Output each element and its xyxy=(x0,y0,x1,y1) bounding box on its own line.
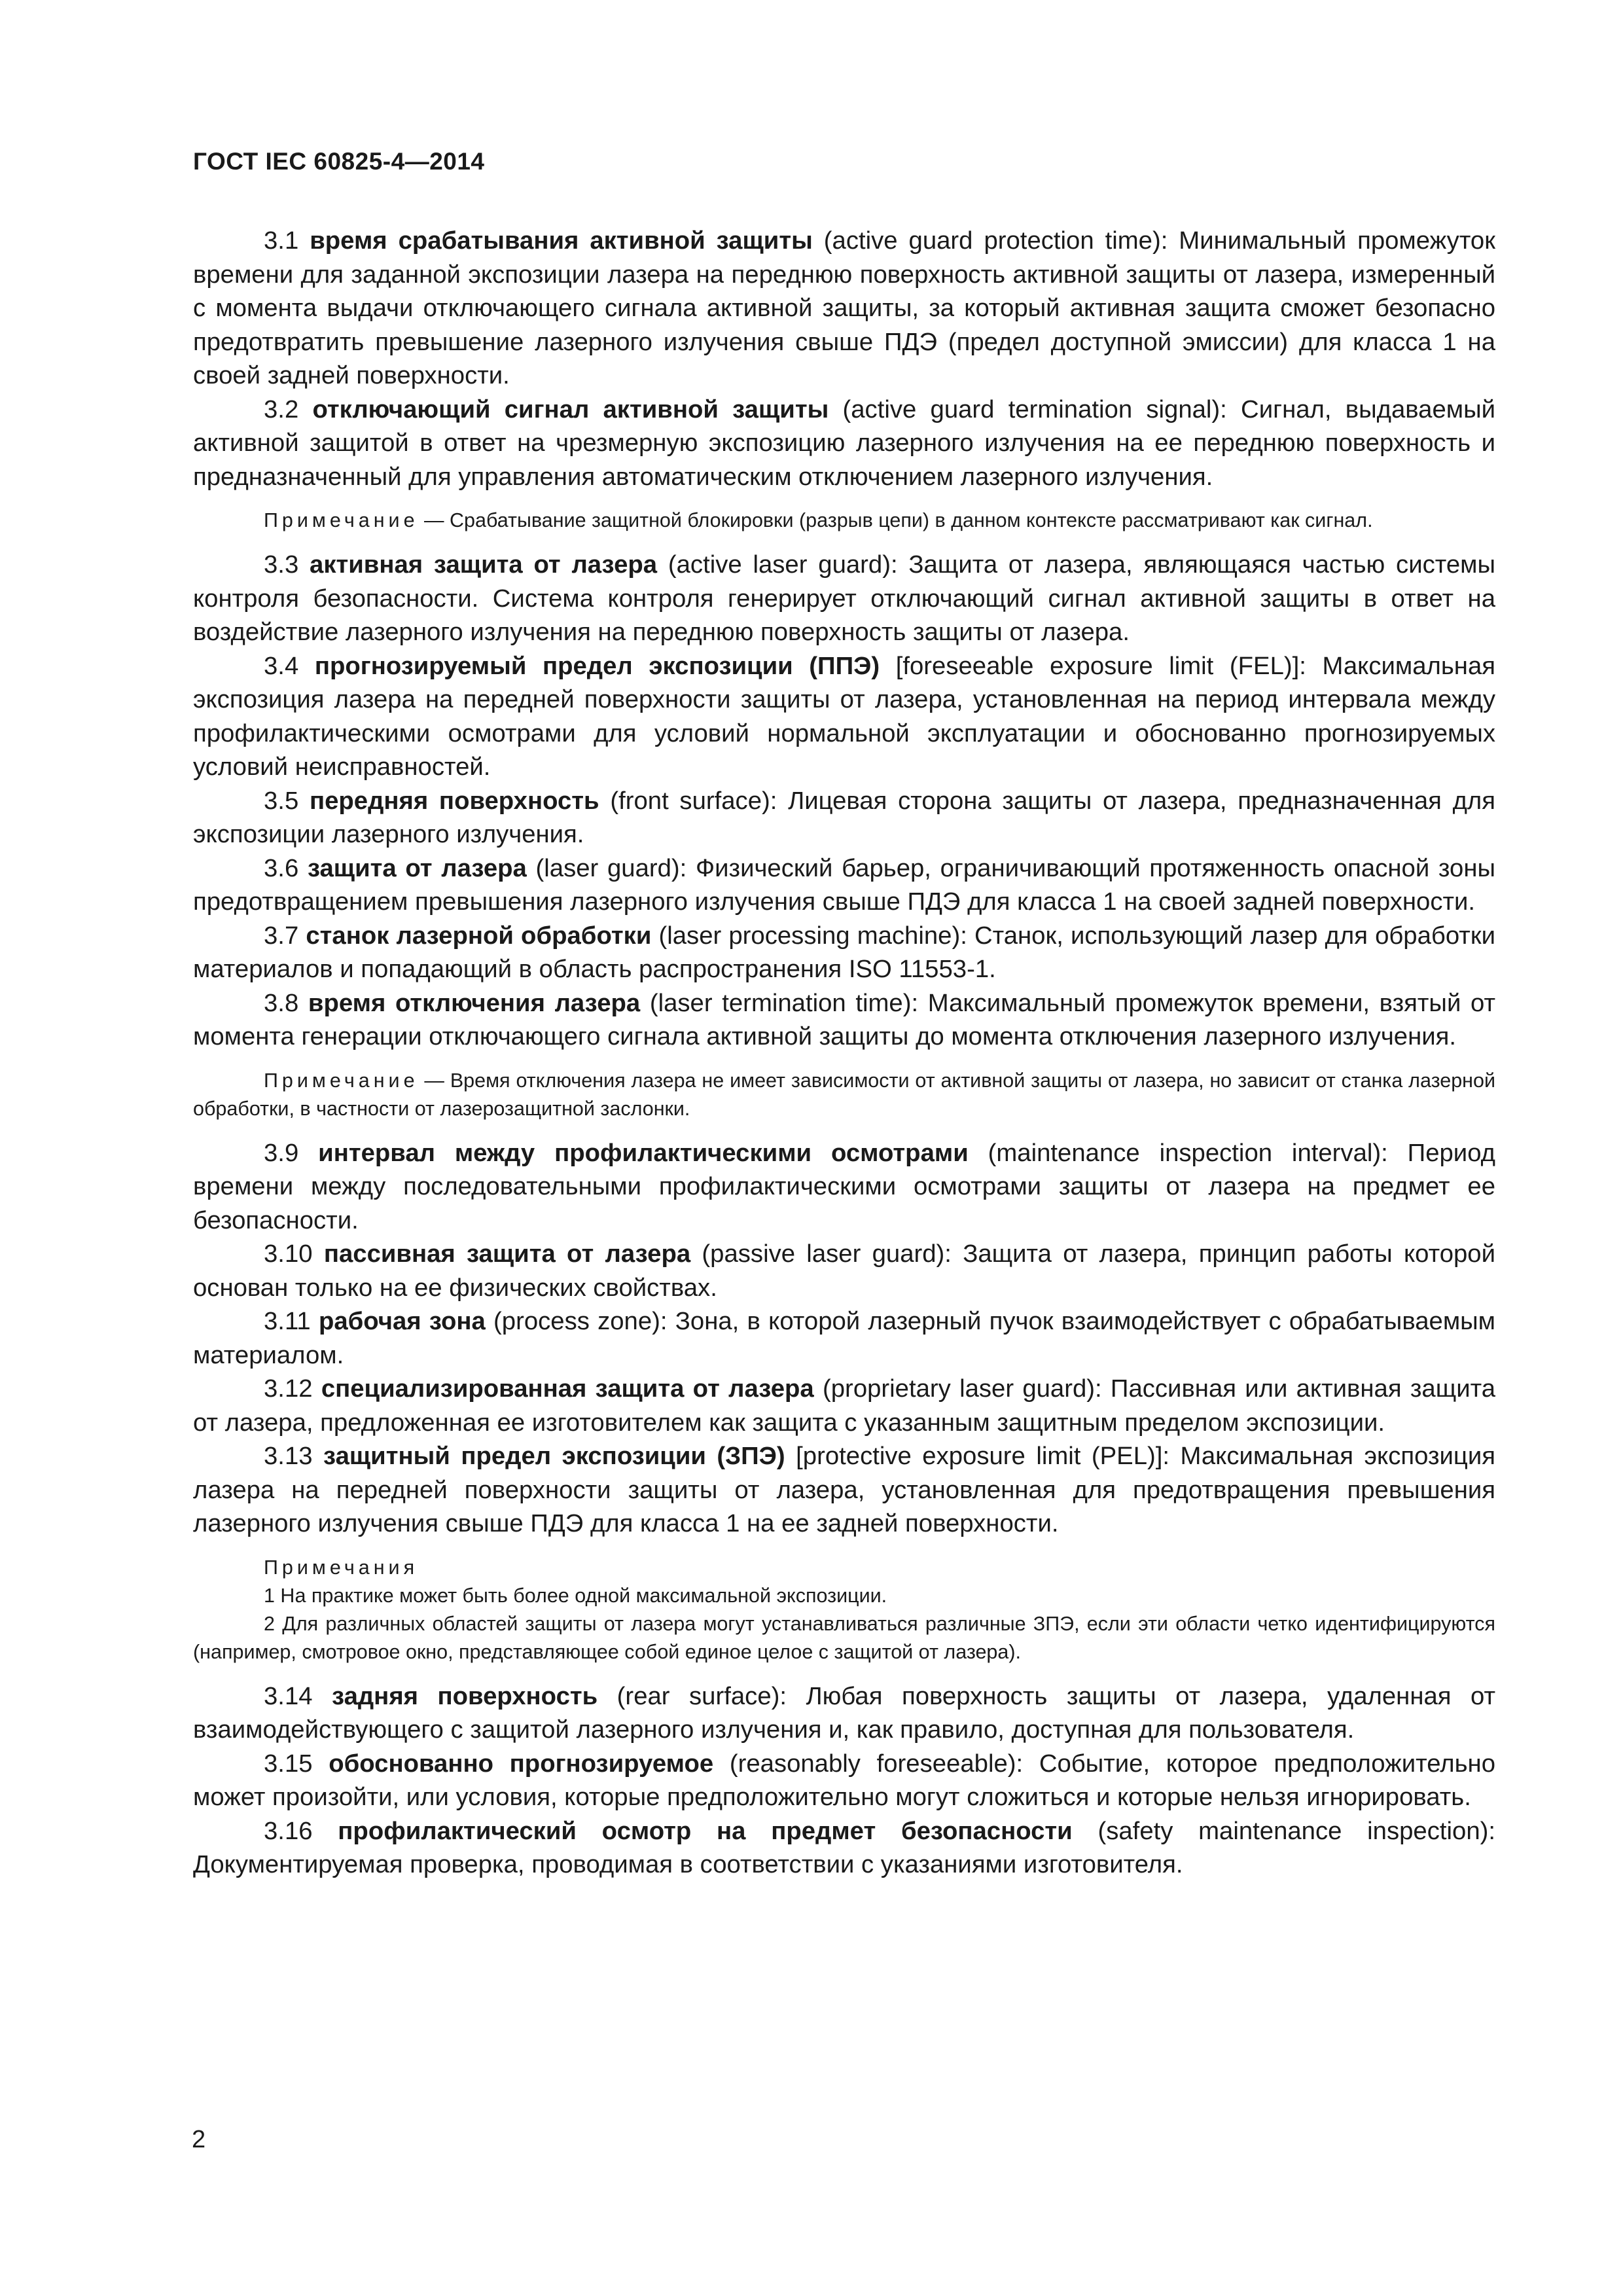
term-definition: (laser termination time): Максимальный промежуток времени, взятый от момента генерации отключающего сигнала активной защиты до момента отключения лазерного излучения. xyxy=(193,988,1495,1050)
term-definition: (laser guard): Физический барьер, ограничивающий протяженность опасной зоны предотвращением превышения лазерного излучения свыше ПДЭ для класса 1 на своей задней поверхности. xyxy=(193,853,1495,916)
note-3 xyxy=(193,1554,1495,1666)
term-definition: (passive laser guard): Защита от лазера, принцип работы которой основан только на ее физических свойствах. xyxy=(193,1240,1496,1302)
term-number: 3.11 xyxy=(264,1307,311,1335)
term-definition: (active guard protection time): Минимальный промежуток времени для заданной экспозиции лазера на переднюю поверхность активной защиты от лазера, измеренный с момента выдачи отключающего сигнала активной защиты, за который активная защита сможет безопасно предотвратить превышение лазерного излучения свыше ПДЭ (предел доступной эмиссии) для класса 1 на своей задней поверхности. xyxy=(193,226,1495,389)
term-name: станок лазерной обработки xyxy=(306,921,652,950)
term-definition: (active laser guard): Защита от лазера, являющаяся частью системы контроля безопасности. Система контроля генерирует отключающий сигнал активной защиты в ответ на воздействие лазерного излучения на переднюю поверхность защиты от лазера. xyxy=(193,550,1496,646)
term-3-6 xyxy=(193,852,1495,919)
term-name: защитный предел экспозиции (ЗПЭ) xyxy=(323,1442,785,1470)
term-name: интервал между профилактическими осмотрами xyxy=(318,1138,969,1167)
note-label: Примечание xyxy=(264,509,419,531)
note-item: 2 Для различных областей защиты от лазера могут устанавливаться различные ЗПЭ, если эти области четко идентифицируются (например, смотровое окно, представляющее собой единое целое с защитой от лазера). xyxy=(193,1612,1495,1663)
term-3-2 xyxy=(193,393,1495,494)
term-number: 3.8 xyxy=(264,988,299,1017)
term-name: задняя поверхность xyxy=(332,1681,598,1710)
term-definition: (safety maintenance inspection): Документируемая проверка, проводимая в соответствии с указаниями изготовителя. xyxy=(193,1816,1496,1878)
term-definition: (proprietary laser guard): Пассивная или активная защита от лазера, предложенная ее изготовителем как защита с указанным защитным пределом экспозиции. xyxy=(193,1374,1496,1437)
term-definition: (maintenance inspection interval): Период времени между последовательными профилактическими осмотрами защиты от лазера на предмет ее безопасности. xyxy=(193,1138,1496,1234)
note-2 xyxy=(193,1067,1495,1123)
term-definition: (rear surface): Любая поверхность защиты от лазера, удаленная от взаимодействующего с защитой лазерного излучения и, как правило, доступная для пользователя. xyxy=(193,1681,1496,1744)
term-number: 3.2 xyxy=(264,395,299,423)
term-number: 3.10 xyxy=(264,1240,313,1268)
term-3-14 xyxy=(193,1679,1495,1747)
term-name: специализированная защита от лазера xyxy=(321,1374,814,1403)
term-name: защита от лазера xyxy=(307,853,527,882)
term-number: 3.4 xyxy=(264,651,299,680)
term-name: обоснованно прогнозируемое xyxy=(329,1749,714,1778)
term-3-7 xyxy=(193,919,1495,986)
term-3-13 xyxy=(193,1439,1495,1541)
term-definition: (reasonably foreseeable): Событие, которое предположительно может произойти, или условия, которые предположительно могут сложиться и которые нельзя игнорировать. xyxy=(193,1749,1496,1811)
term-number: 3.15 xyxy=(264,1749,313,1778)
term-3-8 xyxy=(193,986,1495,1054)
document-body xyxy=(193,224,1495,1882)
note-1 xyxy=(193,507,1495,535)
term-name: передняя поверхность xyxy=(309,786,599,815)
note-text: — Время отключения лазера не имеет зависимости от активной защиты от лазера, но зависит от станка лазерной обработки, в частности от лазерозащитной заслонки. xyxy=(193,1069,1495,1120)
term-3-10 xyxy=(193,1237,1495,1304)
term-name: рабочая зона xyxy=(318,1307,486,1335)
term-name: прогнозируемый предел экспозиции (ППЭ) xyxy=(314,651,880,680)
term-name: отключающий сигнал активной защиты xyxy=(312,395,829,423)
term-number: 3.9 xyxy=(264,1138,299,1167)
term-number: 3.13 xyxy=(264,1442,313,1470)
term-3-12 xyxy=(193,1372,1495,1439)
term-name: пассивная защита от лазера xyxy=(323,1240,691,1268)
note-label: Примечания xyxy=(264,1556,419,1579)
term-3-4 xyxy=(193,649,1495,784)
page-number: 2 xyxy=(192,2126,206,2153)
term-definition: (active guard termination signal): Сигнал, выдаваемый активной защитой в ответ на чрезмерную экспозицию лазерного излучения на ее переднюю поверхность и предназначенный для управления автоматическим отключением лазерного излучения. xyxy=(193,395,1496,491)
term-number: 3.14 xyxy=(264,1681,313,1710)
term-definition: (process zone): Зона, в которой лазерный пучок взаимодействует с обрабатываемым материалом. xyxy=(193,1307,1496,1369)
term-number: 3.6 xyxy=(264,853,299,882)
term-3-3 xyxy=(193,548,1495,649)
term-3-1 xyxy=(193,224,1495,393)
term-3-16 xyxy=(193,1814,1495,1882)
note-text: — Срабатывание защитной блокировки (разрыв цепи) в данном контексте рассматривают как сигнал. xyxy=(418,509,1373,531)
term-name: время срабатывания активной защиты xyxy=(310,226,813,255)
term-number: 3.3 xyxy=(264,550,299,579)
note-label: Примечание xyxy=(264,1069,419,1092)
term-3-9 xyxy=(193,1136,1495,1238)
term-definition: [protective exposure limit (PEL)]: Максимальная экспозиция лазера на передней поверхности защиты от лазера, установленная для предотвращения превышения лазерного излучения свыше ПДЭ для класса 1 на ее задней поверхности. xyxy=(193,1442,1495,1537)
term-definition: (laser processing machine): Станок, использующий лазер для обработки материалов и попадающий в область распространения ISO 11553-1. xyxy=(193,921,1495,983)
term-number: 3.12 xyxy=(264,1374,313,1403)
term-definition: (front surface): Лицевая сторона защиты от лазера, предназначенная для экспозиции лазерного излучения. xyxy=(193,786,1496,848)
term-number: 3.7 xyxy=(264,921,299,950)
term-number: 3.5 xyxy=(264,786,299,815)
term-name: профилактический осмотр на предмет безопасности xyxy=(338,1816,1073,1845)
document-header: ГОСТ IEC 60825-4—2014 xyxy=(193,148,485,175)
term-3-11 xyxy=(193,1304,1495,1372)
term-name: активная защита от лазера xyxy=(310,550,658,579)
term-3-5 xyxy=(193,784,1495,852)
term-number: 3.1 xyxy=(264,226,299,255)
note-item: 1 На практике может быть более одной максимальной экспозиции. xyxy=(264,1584,887,1607)
term-number: 3.16 xyxy=(264,1816,313,1845)
term-3-15 xyxy=(193,1747,1495,1814)
term-name: время отключения лазера xyxy=(308,988,641,1017)
term-definition: [foreseeable exposure limit (FEL)]: Максимальная экспозиция лазера на передней поверхности защиты от лазера, установленная на период интервала между профилактическими осмотрами для условий нормальной эксплуатации и обоснованно прогнозируемых условий неисправностей. xyxy=(193,651,1495,781)
